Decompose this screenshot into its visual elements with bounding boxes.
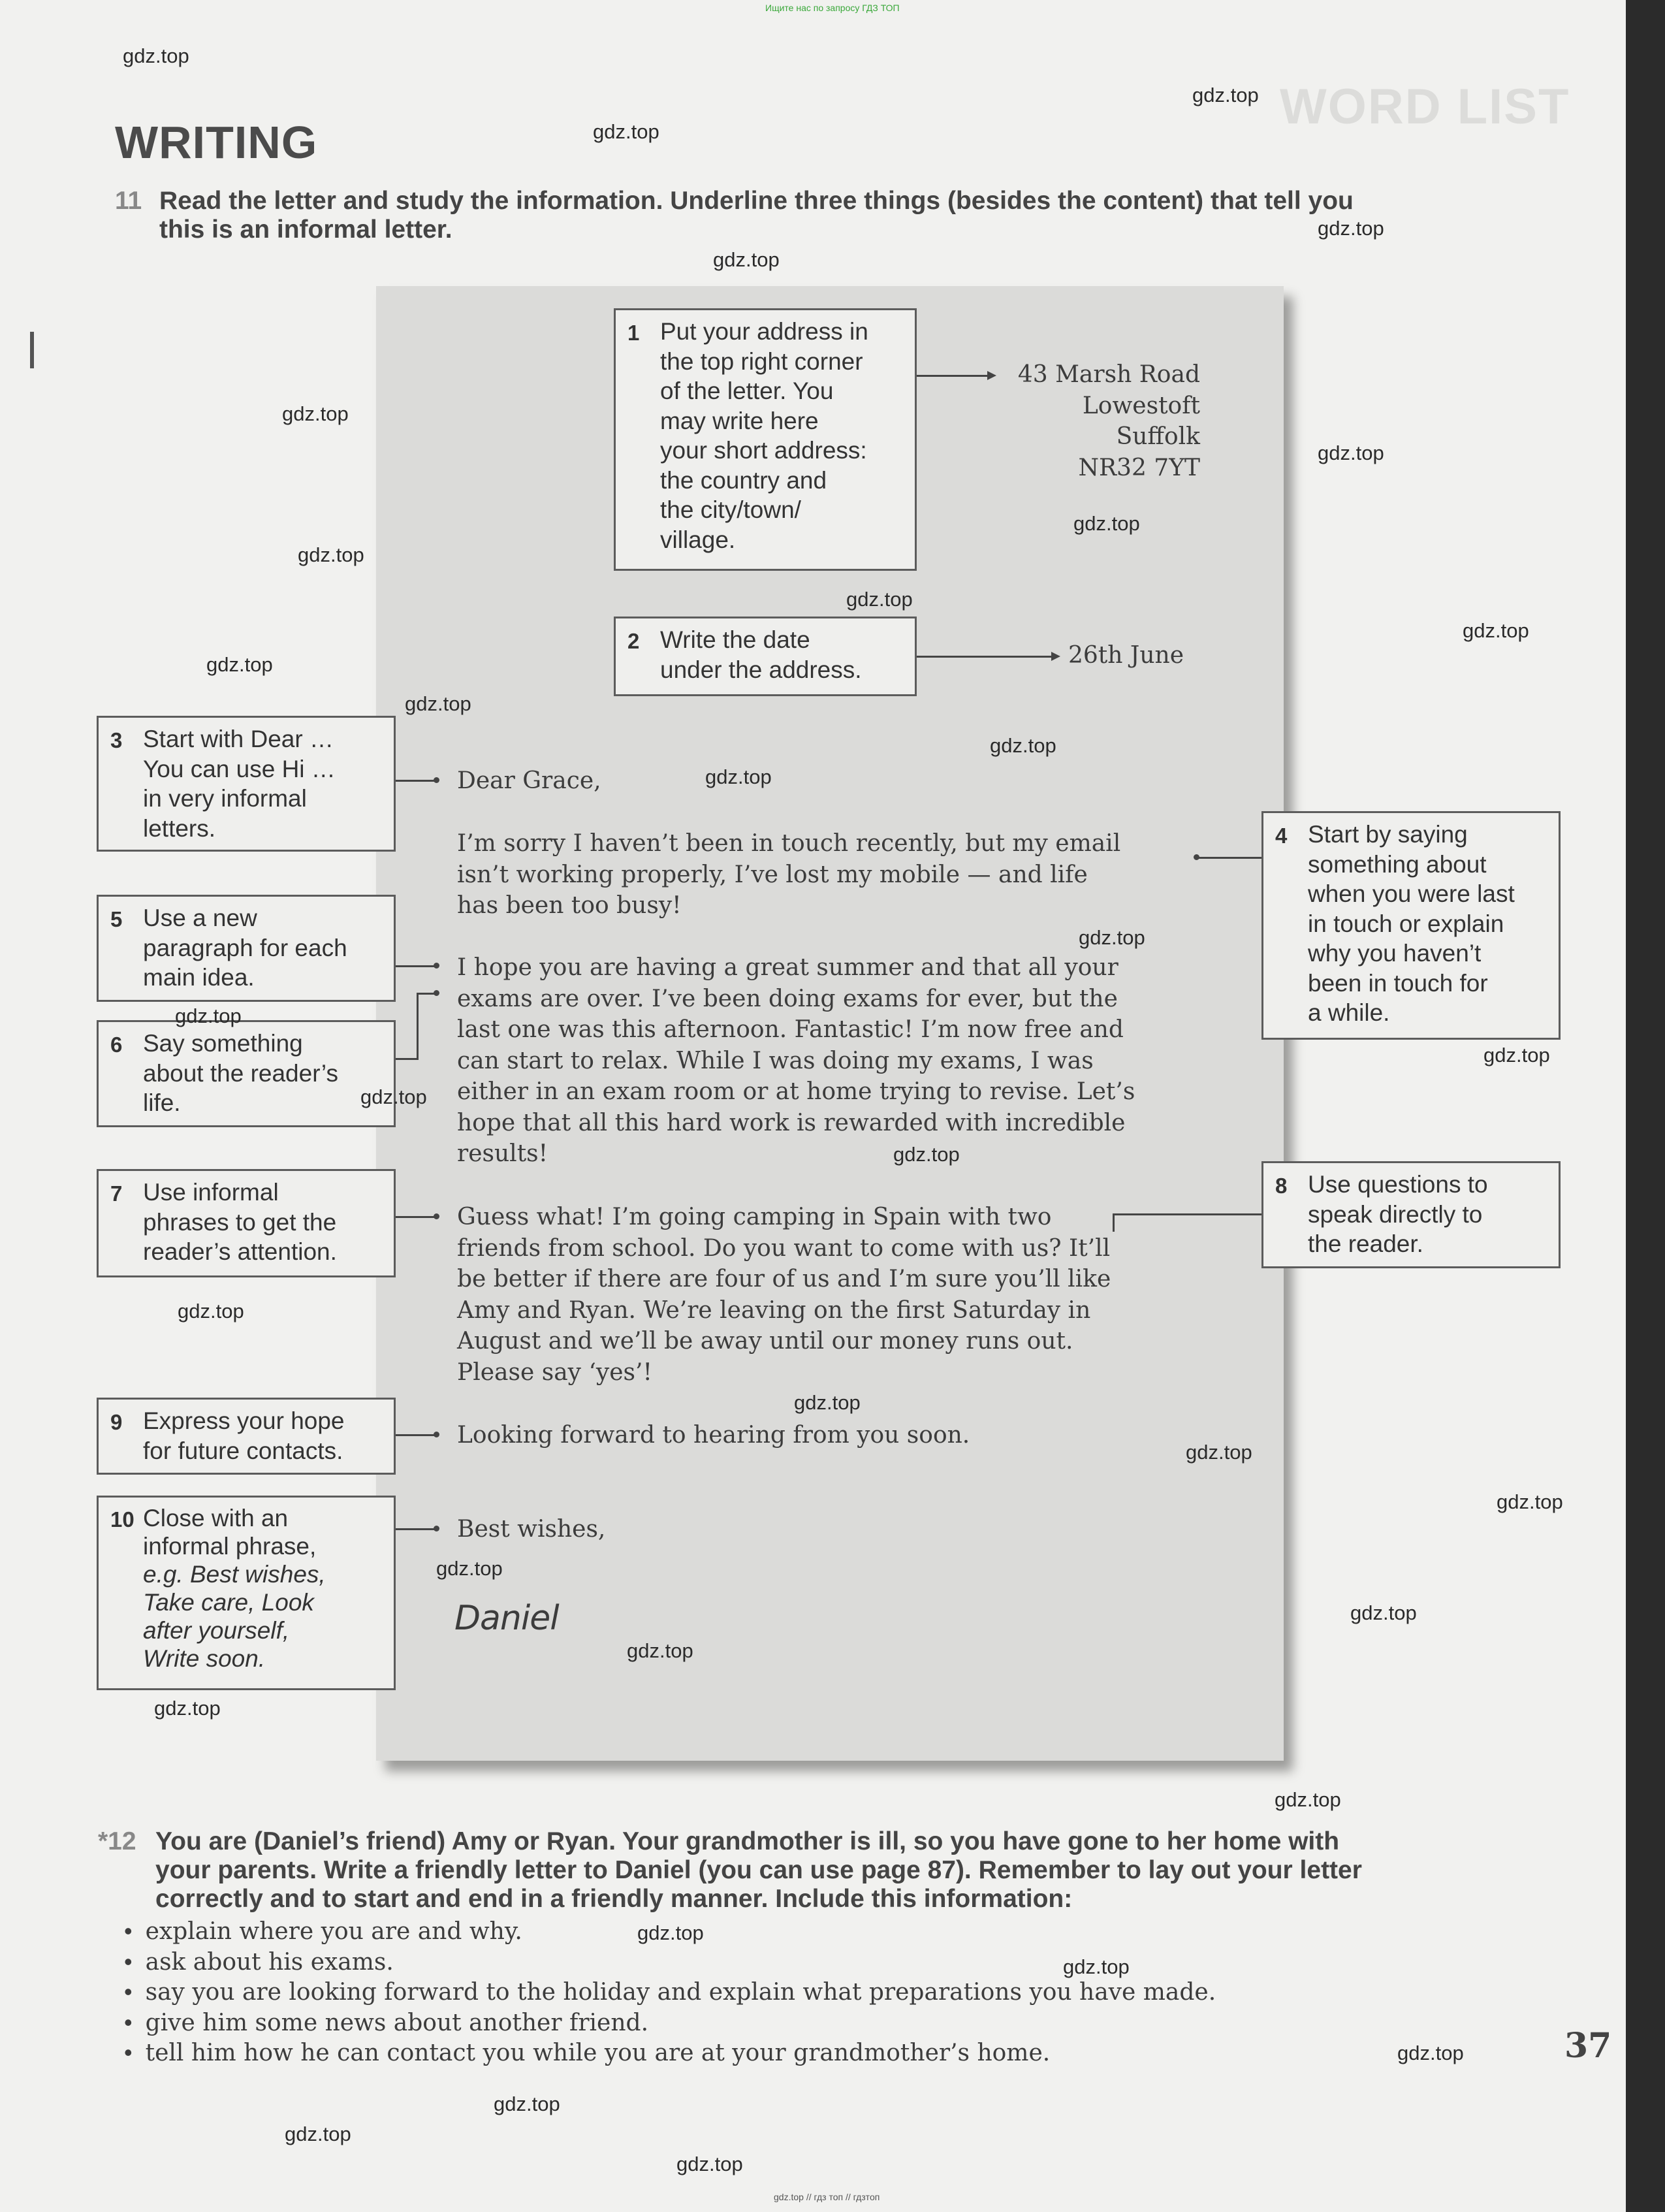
letter-paragraph-3: [457, 1202, 1111, 1388]
watermark: gdz.top: [1318, 217, 1384, 240]
connector-9-dot: [434, 1432, 439, 1437]
connector-4-dot: [1194, 854, 1199, 860]
watermark: gdz.top: [1397, 2042, 1464, 2064]
watermark: gdz.top: [154, 1697, 221, 1720]
text-line: August and we’ll be away until our money runs out.: [457, 1328, 1073, 1354]
text-line: can start to relax. While I was doing my exams, I was: [457, 1047, 1094, 1074]
watermark: gdz.top: [1318, 441, 1384, 464]
connector-2: [917, 656, 1054, 658]
letter-paragraph-4: Looking forward to hearing from you soon.: [457, 1422, 970, 1449]
bottom-banner: gdz.top // гдз топ // гдзтоп: [774, 2192, 880, 2202]
box-line: main idea.: [143, 964, 255, 991]
bullet-item: • ask about his exams.: [124, 1947, 1216, 1978]
letter-greeting: Dear Grace,: [457, 767, 601, 794]
box-line: Use a new: [143, 905, 257, 931]
box-number: 7: [110, 1181, 123, 1206]
watermark: gdz.top: [282, 402, 349, 425]
top-banner: Ищите нас по запросу ГДЗ ТОП: [765, 3, 900, 13]
text-line: either in an exam room or at home trying to revise. Let’s: [457, 1078, 1135, 1105]
task-12-line-2: your parents. Write a friendly letter to Daniel (you can use page 87). Remember to lay out your letter: [155, 1856, 1362, 1884]
text-line: I’m sorry I haven’t been in touch recently, but my email: [457, 830, 1121, 857]
address-line: Lowestoft: [1082, 392, 1200, 419]
box-line: the city/town/: [660, 496, 801, 523]
box-line: life.: [143, 1089, 181, 1116]
box-line: Put your address in: [660, 318, 868, 345]
box-number: 8: [1275, 1174, 1288, 1198]
annotation-box-3: [97, 716, 396, 852]
text-line: isn’t working properly, I’ve lost my mobile — and life: [457, 861, 1088, 888]
box-line: Close with an: [143, 1505, 289, 1531]
connector-2-arrow: [1051, 652, 1060, 661]
box-line: may write here: [660, 407, 819, 434]
box-line: your short address:: [660, 437, 867, 464]
text-line: last one was this afternoon. Fantastic! I’m now free and: [457, 1016, 1124, 1043]
watermark: gdz.top: [298, 543, 364, 566]
watermark: gdz.top: [1079, 926, 1145, 949]
connector-3-dot: [434, 777, 439, 783]
connector-8b: [1113, 1213, 1115, 1232]
watermark: gdz.top: [1497, 1490, 1563, 1513]
letter-signature: Daniel: [454, 1599, 559, 1638]
text-line: be better if there are four of us and I’m sure you’ll like: [457, 1266, 1111, 1292]
watermark: gdz.top: [285, 2123, 351, 2145]
connector-5: [396, 965, 436, 967]
box-line: been in touch for: [1308, 969, 1488, 997]
box-line: informal phrase,: [143, 1533, 317, 1560]
binding-mark: [30, 332, 34, 368]
connector-3: [396, 780, 436, 782]
box-line: a while.: [1308, 999, 1390, 1026]
show-through-heading: WORD LIST: [1280, 79, 1570, 135]
box-number: 2: [627, 629, 640, 653]
box-line: in touch or explain: [1308, 910, 1504, 937]
box-line: for future contacts.: [143, 1437, 343, 1464]
box-line: the reader.: [1308, 1230, 1423, 1257]
box-line: reader’s attention.: [143, 1238, 337, 1265]
watermark: gdz.top: [123, 44, 189, 67]
box-line: Use informal: [143, 1179, 279, 1206]
watermark: gdz.top: [175, 1004, 242, 1027]
watermark: gdz.top: [1192, 84, 1259, 106]
box-line: phrases to get the: [143, 1208, 337, 1236]
text-line: has been too busy!: [457, 892, 682, 919]
letter-paragraph-2: [457, 952, 1135, 1170]
bullet-item: • explain where you are and why.: [124, 1916, 1216, 1947]
watermark: gdz.top: [713, 248, 780, 271]
box-line: Start by saying: [1308, 821, 1468, 848]
box-line: Use questions to: [1308, 1171, 1488, 1198]
task-11-number: 11: [115, 187, 142, 215]
connector-7: [396, 1216, 436, 1218]
connector-10: [396, 1528, 436, 1530]
box-number: 10: [110, 1507, 135, 1531]
watermark: gdz.top: [893, 1143, 960, 1166]
box-number: 6: [110, 1033, 123, 1057]
watermark: gdz.top: [637, 1921, 704, 1944]
box-number: 5: [110, 907, 123, 931]
watermark: gdz.top: [206, 653, 273, 676]
task-12-line-1: You are (Daniel’s friend) Amy or Ryan. Your grandmother is ill, so you have gone to her home with: [155, 1827, 1340, 1855]
box-line: Take care, Look: [143, 1589, 314, 1616]
task-11-line-2: this is an informal letter.: [159, 216, 452, 244]
task-12-line-3: correctly and to start and end in a friendly manner. Include this information:: [155, 1885, 1073, 1913]
text-line: Please say ‘yes’!: [457, 1358, 652, 1386]
address-line: 43 Marsh Road: [1017, 361, 1200, 388]
box-line: when you were last: [1308, 880, 1515, 907]
watermark: gdz.top: [627, 1639, 693, 1662]
annotation-box-9: [97, 1398, 396, 1475]
box-number: 1: [627, 321, 640, 345]
box-line: Write soon.: [143, 1645, 266, 1672]
watermark: gdz.top: [1350, 1601, 1417, 1624]
watermark: gdz.top: [1463, 619, 1529, 642]
box-line: of the letter. You: [660, 377, 834, 404]
task-11-line-1: Read the letter and study the information. Underline three things (besides the content) that tell you: [159, 187, 1354, 215]
letter-date: 26th June: [1068, 642, 1184, 669]
letter-closing: Best wishes,: [457, 1516, 606, 1543]
text-line: I hope you are having a great summer and that all your: [457, 954, 1118, 981]
watermark: gdz.top: [1073, 512, 1140, 535]
watermark: gdz.top: [494, 2092, 560, 2115]
connector-1: [917, 375, 989, 377]
watermark: gdz.top: [593, 120, 659, 143]
watermark: gdz.top: [990, 734, 1056, 757]
watermark: gdz.top: [1483, 1044, 1550, 1066]
watermark: gdz.top: [705, 765, 772, 788]
text-line: Guess what! I’m going camping in Spain with two: [457, 1204, 1052, 1230]
annotation-box-2: [614, 617, 917, 696]
connector-6a: [396, 1058, 418, 1060]
watermark: gdz.top: [360, 1085, 427, 1108]
connector-8: [1114, 1213, 1261, 1215]
annotation-box-1: [614, 308, 917, 571]
watermark: gdz.top: [1063, 1955, 1130, 1978]
box-line: in very informal: [143, 785, 307, 812]
address-line: Suffolk: [1116, 423, 1200, 450]
connector-10-dot: [434, 1526, 439, 1531]
bullet-item: • say you are looking forward to the holiday and explain what preparations you have made.: [124, 1977, 1216, 2008]
box-line: e.g. Best wishes,: [143, 1561, 326, 1588]
watermark: gdz.top: [1275, 1788, 1341, 1811]
box-line: paragraph for each: [143, 934, 347, 961]
connector-7-dot: [434, 1213, 439, 1219]
annotation-box-8: [1261, 1161, 1561, 1268]
watermark: gdz.top: [676, 2153, 743, 2175]
box-line: why you haven’t: [1308, 940, 1482, 967]
task-12-number: *12: [98, 1827, 136, 1855]
box-line: something about: [1308, 850, 1487, 878]
box-line: village.: [660, 526, 736, 553]
text-line: exams are over. I’ve been doing exams for ever, but the: [457, 985, 1118, 1012]
bullet-item: • tell him how he can contact you while you are at your grandmother’s home.: [124, 2038, 1216, 2068]
watermark: gdz.top: [1186, 1441, 1252, 1464]
box-number: 3: [110, 728, 123, 752]
watermark: gdz.top: [436, 1557, 503, 1580]
annotation-box-4: [1261, 811, 1561, 1040]
address-line: NR32 7YT: [1078, 454, 1200, 481]
letter-address: [914, 359, 1200, 483]
annotation-box-6: [97, 1020, 396, 1127]
text-line: results!: [457, 1140, 548, 1167]
box-line: You can use Hi …: [143, 755, 336, 782]
box-line: under the address.: [660, 656, 862, 683]
box-line: about the reader’s: [143, 1059, 338, 1087]
box-line: Say something: [143, 1030, 303, 1057]
annotation-box-5: [97, 895, 396, 1002]
bullet-item: • give him some news about another friend.: [124, 2008, 1216, 2038]
connector-5-dot: [434, 963, 439, 969]
annotation-box-10: [97, 1496, 396, 1690]
page-number: 37: [1564, 2026, 1612, 2066]
box-line: the country and: [660, 466, 827, 494]
page-edge: [1626, 0, 1665, 2212]
connector-9: [396, 1434, 436, 1436]
connector-6-dot: [434, 990, 439, 996]
connector-4: [1196, 857, 1261, 859]
box-number: 9: [110, 1410, 123, 1434]
watermark: gdz.top: [405, 692, 471, 715]
box-line: letters.: [143, 814, 216, 842]
box-line: after yourself,: [143, 1617, 290, 1644]
connector-6b: [417, 993, 419, 1060]
letter-paragraph-1: [457, 828, 1120, 922]
watermark: gdz.top: [794, 1391, 861, 1414]
text-line: friends from school. Do you want to come with us? It’ll: [457, 1234, 1111, 1262]
box-number: 4: [1275, 824, 1288, 848]
box-line: speak directly to: [1308, 1200, 1483, 1228]
box-line: Write the date: [660, 626, 810, 653]
text-line: Amy and Ryan. We’re leaving on the first Saturday in: [457, 1296, 1091, 1324]
box-line: Start with Dear …: [143, 726, 334, 752]
watermark: gdz.top: [178, 1300, 244, 1322]
box-line: the top right corner: [660, 347, 863, 375]
watermark: gdz.top: [846, 588, 913, 611]
section-title: WRITING: [115, 117, 318, 168]
connector-1-arrow: [987, 371, 996, 380]
annotation-box-7: [97, 1169, 396, 1277]
text-line: hope that all this hard work is rewarded with incredible: [457, 1109, 1126, 1136]
box-line: Express your hope: [143, 1407, 345, 1434]
